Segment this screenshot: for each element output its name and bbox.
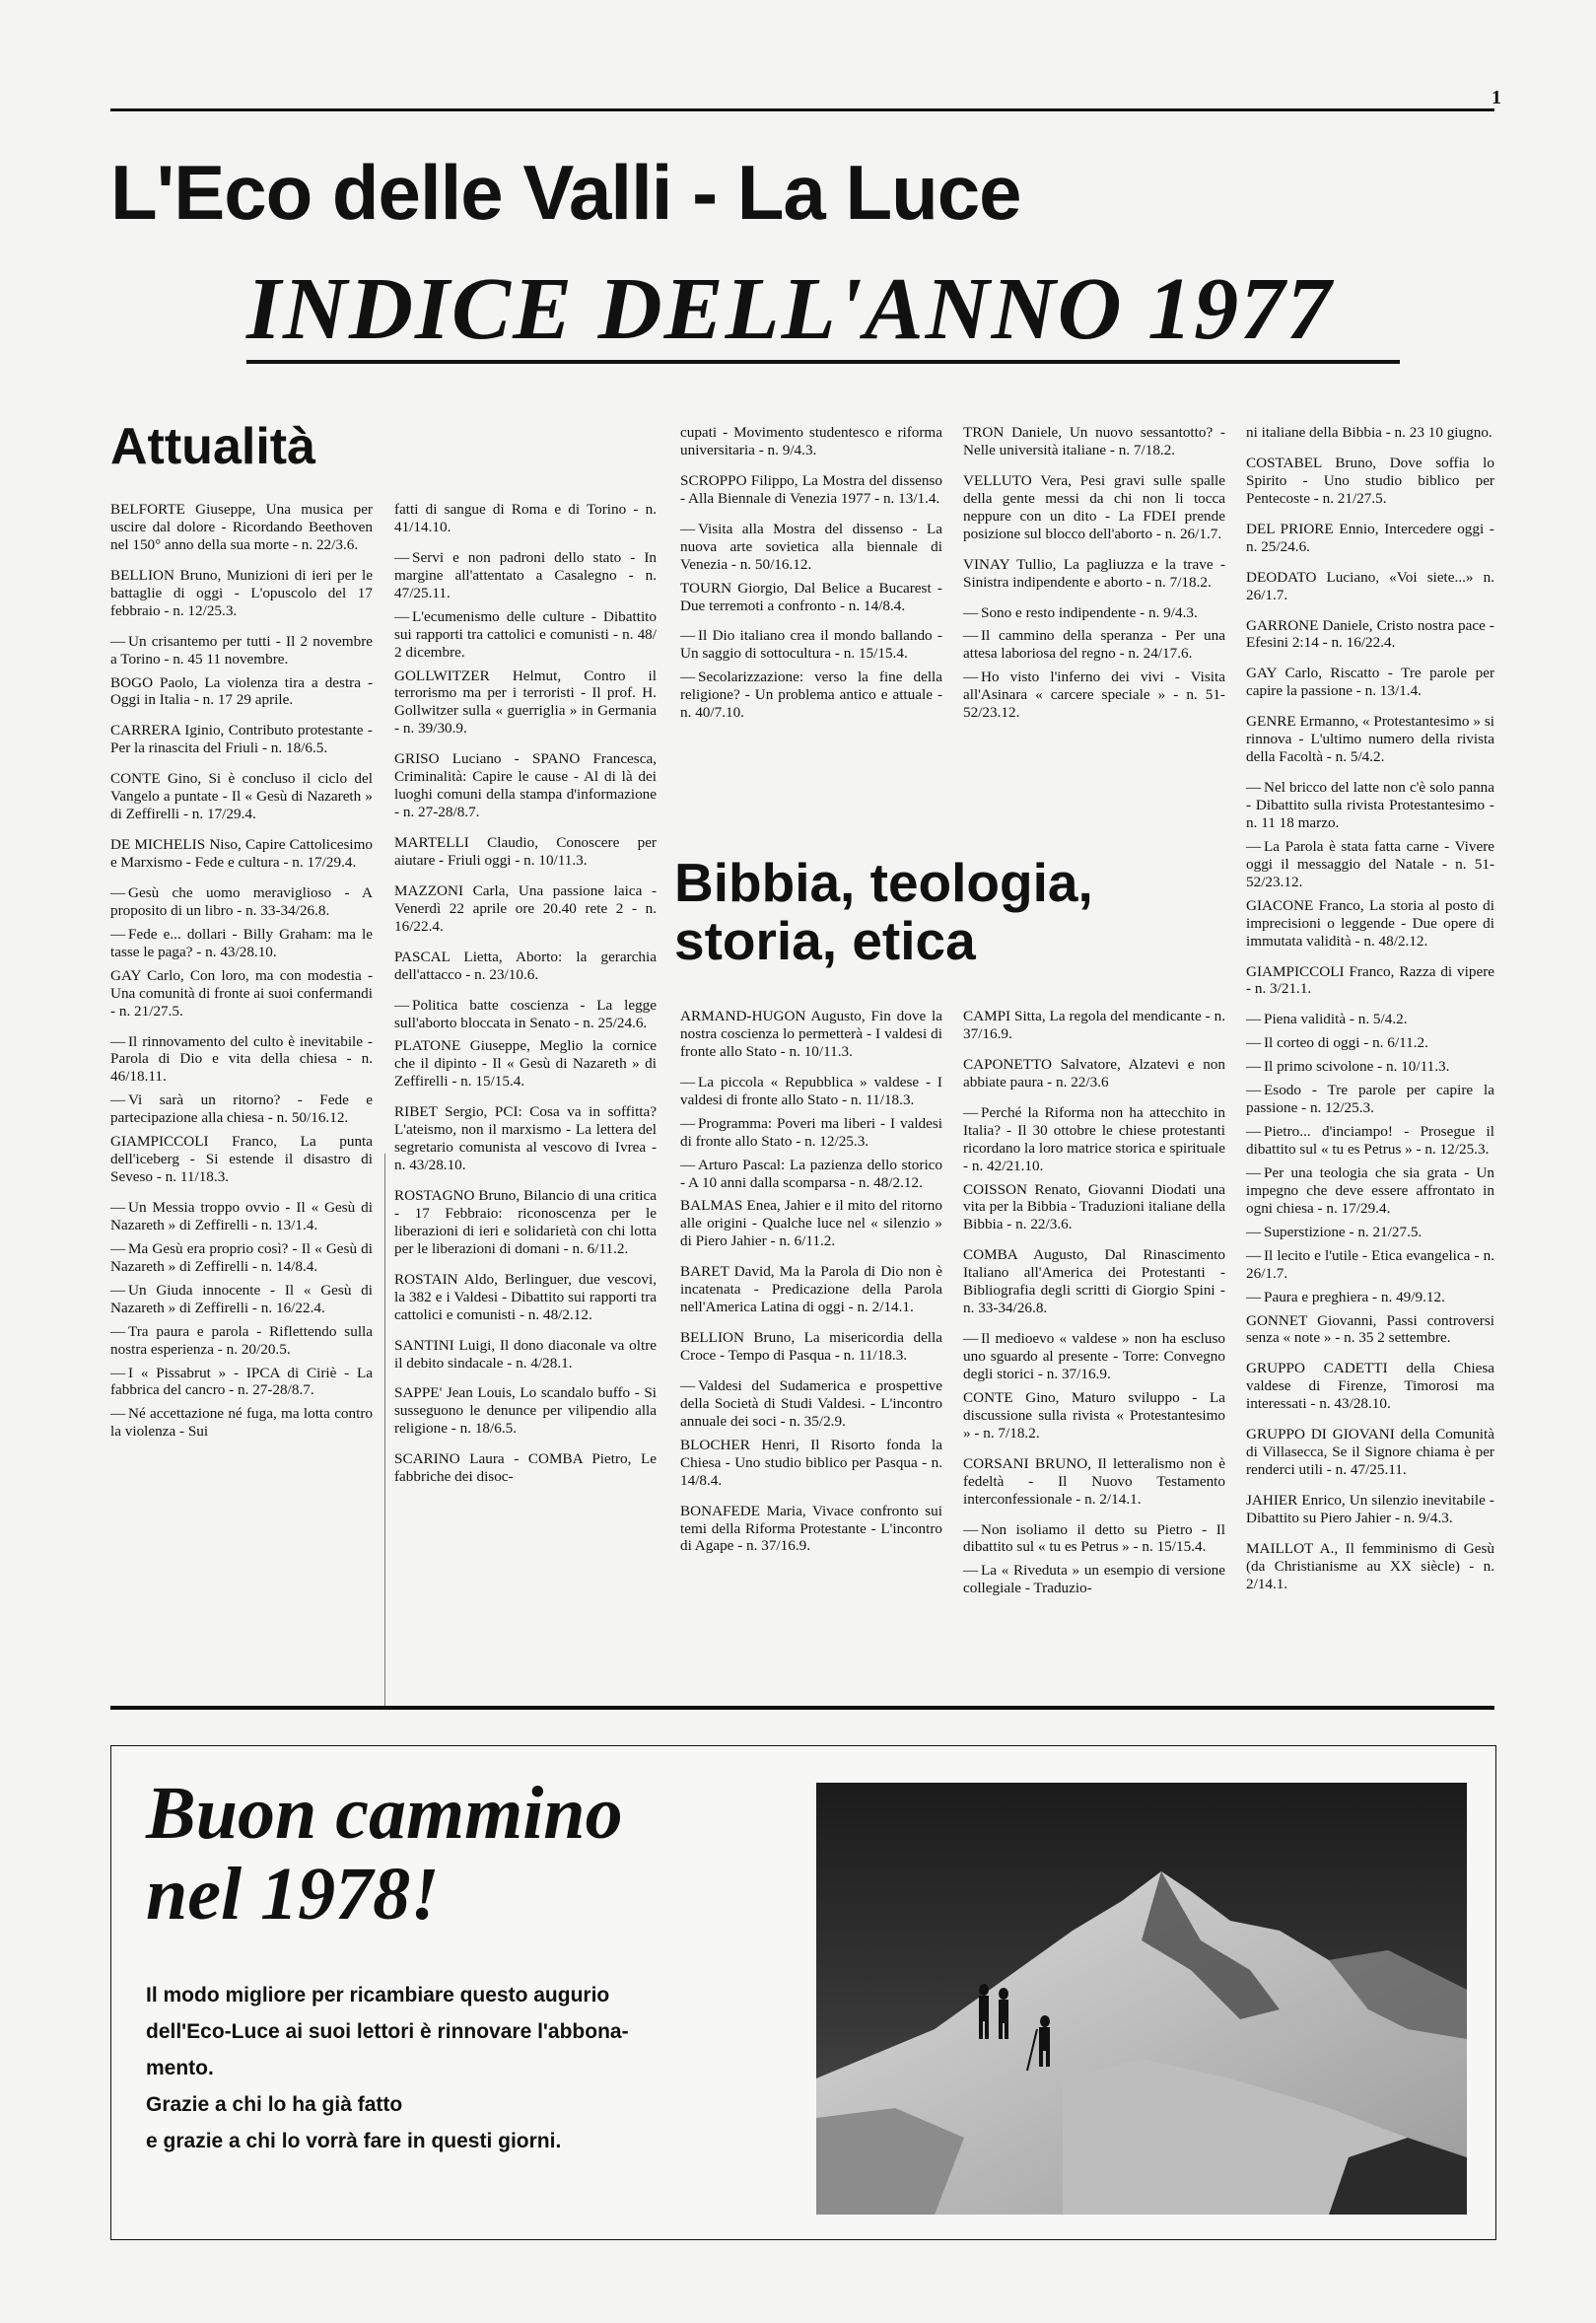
entry-text: SCARINO Laura - COMBA Pietro, Le fabbriche dei disoc- [394, 1450, 657, 1486]
top-rule [110, 108, 1494, 111]
entry-text: GARRONE Daniele, Cristo nostra pace - Efesini 2:14 - n. 16/22.4. [1246, 616, 1494, 652]
index-entry [394, 501, 657, 536]
index-entry [680, 580, 942, 615]
index-subentry [963, 1562, 1225, 1597]
index-subentry [1246, 1034, 1494, 1052]
entry-text: ROSTAIN Aldo, Berlinguer, due vescovi, la 382 e i Valdesi - Dibattito sui rapporti tra cattolici e comunisti - n. 48/2.12. [394, 1270, 657, 1323]
index-entry [963, 1389, 1225, 1443]
entry-text: Per una teologia che sia grata - Un impegno che deve essere affrontato in ogni chiesa - n. 17/29.4. [1246, 1163, 1494, 1217]
index-subentry [680, 669, 942, 722]
index-entry [680, 1197, 942, 1250]
index-entry [110, 674, 373, 710]
entry-text: BLOCHER Henri, Il Risorto fonda la Chiesa - Uno studio biblico per Pasqua - n. 14/8.4. [680, 1436, 942, 1489]
entry-text: La piccola « Repubblica » valdese - I valdesi di fronte allo Stato - n. 11/18.3. [680, 1073, 942, 1108]
index-subentry [110, 1323, 373, 1359]
index-entry [680, 1263, 942, 1316]
entry-text: Sono e resto indipendente - n. 9/4.3. [981, 603, 1198, 621]
entry-text: Servi e non padroni dello stato - In margine all'attentato a Casalegno - n. 47/25.11. [394, 548, 657, 601]
entry-dash: — [963, 669, 979, 686]
entry-text: GRUPPO DI GIOVANI della Comunità di Villasecca, Se il Signore chiama è per renderci utili - n. 47/25.11. [1246, 1426, 1494, 1479]
index-entry [963, 472, 1225, 543]
index-subentry [1246, 779, 1494, 832]
index-column-4-top [963, 424, 1225, 722]
index-entry [1246, 1426, 1494, 1479]
entry-text: DEODATO Luciano, «Voi siete...» n. 26/1.7. [1246, 568, 1494, 603]
promo-line: mento. [146, 2057, 214, 2079]
index-subentry [110, 1405, 373, 1441]
section-heading-bibbia: Bibbia, teologia, storia, etica [674, 852, 1093, 972]
entry-text: SAPPE' Jean Louis, Lo scandalo buffo - Si susseguono le denunce per vilipendio alla religione - n. 18/6.5. [394, 1384, 657, 1438]
entry-text: CONTE Gino, Maturo sviluppo - La discussione sulla rivista « Protestantesimo » - n. 7/18.2. [963, 1388, 1225, 1442]
index-subentry [110, 1033, 373, 1087]
index-subentry [1246, 838, 1494, 891]
entry-dash: — [680, 520, 696, 537]
entry-text: BELFORTE Giuseppe, Una musica per uscire dal dolore - Ricordando Beethoven nel 150° anno della sua morte - n. 22/3.6. [110, 501, 373, 553]
entry-dash: — [394, 996, 410, 1014]
index-entry [110, 501, 373, 554]
entry-text: Pietro... d'inciampo! - Prosegue il dibattito sul « tu es Petrus » - n. 12/25.3. [1246, 1123, 1494, 1158]
entry-text: BONAFEDE Maria, Vivace confronto sui temi della Riforma Protestante - L'incontro di Agape - n. 37/16.9. [680, 1502, 942, 1555]
entry-text: La Parola è stata fatta carne - Vivere oggi il messaggio del Natale - n. 51-52/23.12. [1246, 837, 1494, 890]
index-subentry [680, 1074, 942, 1109]
index-entry [110, 967, 373, 1021]
entry-dash: — [110, 1281, 126, 1299]
index-entry [394, 834, 657, 870]
entry-text: BARET David, Ma la Parola di Dio non è incatenata - Predicazione della Parola nell'America Latina di oggi - n. 2/14.1. [680, 1263, 942, 1316]
entry-dash: — [963, 627, 979, 645]
index-subentry [110, 1282, 373, 1317]
entry-dash: — [963, 1520, 979, 1538]
entry-dash: — [1246, 1123, 1262, 1141]
entry-text: MARTELLI Claudio, Conoscere per aiutare - Friuli oggi - n. 10/11.3. [394, 834, 657, 869]
index-subentry [680, 1377, 942, 1431]
entry-text: GRUPPO CADETTI della Chiesa valdese di Firenze, Timorosi ma interessati - n. 43/28.10. [1246, 1360, 1494, 1413]
index-subentry [680, 1115, 942, 1151]
index-subentry [680, 1157, 942, 1192]
index-subentry [110, 633, 373, 669]
index-entry [680, 1329, 942, 1365]
entry-dash: — [110, 1405, 126, 1423]
entry-text: fatti di sangue di Roma e di Torino - n. 41/14.10. [394, 501, 657, 535]
entry-dash: — [1246, 1246, 1262, 1264]
entry-text: Il rinnovamento del culto è inevitabile - Parola di Dio e vita della chiesa - n. 46/18.11. [110, 1032, 373, 1086]
entry-dash: — [110, 1199, 126, 1216]
index-entry [394, 1187, 657, 1258]
index-entry [394, 1037, 657, 1091]
index-entry [394, 750, 657, 821]
entry-text: Non isoliamo il detto su Pietro - Il dibattito sul « tu es Petrus » - n. 15/15.4. [963, 1520, 1225, 1556]
entry-text: DEL PRIORE Ennio, Intercedere oggi - n. 25/24.6. [1246, 520, 1494, 555]
entry-dash: — [110, 1364, 126, 1381]
entry-text: BALMAS Enea, Jahier e il mito del ritorno alle origini - Qualche luce nel « silenzio » di Piero Jahier - n. 6/11.2. [680, 1197, 942, 1250]
entry-dash: — [680, 1114, 696, 1132]
index-entry [963, 1008, 1225, 1043]
entry-dash: — [963, 603, 979, 621]
index-subentry [110, 1365, 373, 1400]
entry-text: CONTE Gino, Si è concluso il ciclo del Vangelo a puntate - Il « Gesù di Nazareth » di Zeffirelli - n. 17/29.4. [110, 770, 373, 823]
index-subentry [963, 604, 1225, 622]
index-entry [110, 722, 373, 757]
entry-dash: — [1246, 1163, 1262, 1181]
index-entry [394, 668, 657, 739]
section-heading-attualita: Attualità [110, 418, 315, 475]
index-entry [680, 1503, 942, 1556]
entry-dash: — [963, 1103, 979, 1121]
index-entry [394, 1271, 657, 1324]
entry-dash: — [110, 1239, 126, 1257]
promo-text [146, 1977, 757, 2159]
entry-dash: — [963, 1330, 979, 1348]
entry-text: Fede e... dollari - Billy Graham: ma le tasse le paga? - n. 43/28.10. [110, 925, 373, 960]
index-column-3-bottom [680, 1008, 942, 1555]
index-subentry [1246, 1058, 1494, 1076]
entry-text: Il cammino della speranza - Per una attesa laboriosa del regno - n. 24/17.6. [963, 627, 1225, 663]
index-subentry [110, 926, 373, 961]
entry-text: Visita alla Mostra del dissenso - La nuova arte sovietica alla biennale di Venezia - n. 50/16.12. [680, 520, 942, 573]
entry-dash: — [1246, 1011, 1262, 1028]
entry-text: SANTINI Luigi, Il dono diaconale va oltre il debito sindacale - n. 4/28.1. [394, 1336, 657, 1372]
entry-text: Secolarizzazione: verso la fine della religione? - Un problema antico e attuale - n. 40/7.10. [680, 669, 942, 722]
entry-text: Ma Gesù era proprio così? - Il « Gesù di Nazareth » di Zeffirelli - n. 14/8.4. [110, 1239, 373, 1275]
entry-dash: — [680, 627, 696, 645]
entry-text: GIAMPICCOLI Franco, Razza di vipere - n. 3/21.1. [1246, 962, 1494, 998]
index-entry [394, 1103, 657, 1174]
entry-text: Un Messia troppo ovvio - Il « Gesù di Nazareth » di Zeffirelli - n. 13/1.4. [110, 1199, 373, 1233]
entry-text: PLATONE Giuseppe, Meglio la cornice che il dipinto - Il « Gesù di Nazareth » di Zeffirelli - n. 15/15.4. [394, 1037, 657, 1091]
index-column-1 [110, 501, 373, 1441]
entry-text: GOLLWITZER Helmut, Contro il terrorismo ma per i terroristi - Il prof. H. Gollwitzer sulla « guerriglia » in Germania - n. 39/30.9. [394, 667, 657, 738]
entry-text: MAZZONI Carla, Una passione laica - Venerdì 22 aprile ore 20.40 rete 2 - n. 16/22.4. [394, 881, 657, 935]
index-entry [1246, 521, 1494, 556]
index-subentry [1246, 1082, 1494, 1117]
entry-text: Ho visto l'inferno dei vivi - Visita all'Asinara « carcere speciale » - n. 51-52/23.12. [963, 669, 1225, 722]
entry-text: Arturo Pascal: La pazienza dello storico - A 10 anni dalla scomparsa - n. 48/2.12. [680, 1156, 942, 1191]
index-entry [1246, 1540, 1494, 1593]
promo-line: Il modo migliore per ricambiare questo augurio [146, 1984, 610, 2006]
entry-dash: — [680, 1376, 696, 1394]
index-column-2 [394, 501, 657, 1486]
index-subentry [110, 1240, 373, 1276]
mountain-photo [816, 1783, 1467, 2215]
index-entry [1246, 897, 1494, 950]
index-subentry [1246, 1123, 1494, 1159]
entry-text: Paura e preghiera - n. 49/9.12. [1264, 1288, 1445, 1305]
promo-line: dell'Eco-Luce ai suoi lettori è rinnovare l'abbona- [146, 2020, 629, 2043]
entry-text: GRISO Luciano - SPANO Francesca, Criminalità: Capire le cause - Al di là dei luoghi comuni della stampa d'informazione - n. 27-28/8.7. [394, 750, 657, 821]
entry-dash: — [1246, 779, 1262, 797]
index-subentry [394, 997, 657, 1032]
entry-text: Nel bricco del latte non c'è solo panna - Dibattito sulla rivista Protestantesimo - n. 11 18 marzo. [1246, 779, 1494, 831]
entry-dash: — [1246, 1223, 1262, 1240]
entry-text: TRON Daniele, Un nuovo sessantotto? - Nelle università italiane - n. 7/18.2. [963, 424, 1225, 458]
index-subentry [963, 1521, 1225, 1557]
entry-text: Il Dio italiano crea il mondo ballando - Un saggio di sottocultura - n. 15/15.4. [680, 627, 942, 663]
entry-text: CORSANI BRUNO, Il letteralismo non è fedeltà - Il Nuovo Testamento interconfessionale - n. 2/14.1. [963, 1454, 1225, 1508]
entry-text: Superstizione - n. 21/27.5. [1264, 1223, 1423, 1240]
entry-text: Programma: Poveri ma liberi - I valdesi di fronte allo Stato - n. 12/25.3. [680, 1114, 942, 1150]
index-entry [680, 472, 942, 508]
index-entry [1246, 713, 1494, 766]
entry-dash: — [110, 632, 126, 650]
index-column-3-top [680, 424, 942, 722]
index-entry [394, 1450, 657, 1486]
entry-dash: — [1246, 1288, 1262, 1305]
index-entry [1246, 455, 1494, 508]
entry-text: GAY Carlo, Riscatto - Tre parole per capire la passione - n. 13/1.4. [1246, 665, 1494, 700]
entry-dash: — [1246, 1082, 1262, 1099]
entry-dash: — [110, 925, 126, 943]
index-subentry [1246, 1289, 1494, 1306]
entry-dash: — [110, 1032, 126, 1050]
index-entry [963, 1181, 1225, 1234]
entry-text: La « Riveduta » un esempio di versione collegiale - Traduzio- [963, 1562, 1225, 1597]
index-subentry [394, 608, 657, 662]
entry-text: MAILLOT A., Il femminismo di Gesù (da Christianisme au XX siècle) - n. 2/14.1. [1246, 1539, 1494, 1592]
entry-text: Gesù che uomo meraviglioso - A proposito di un libro - n. 33-34/26.8. [110, 883, 373, 919]
entry-text: BELLION Bruno, La misericordia della Croce - Tempo di Pasqua - n. 11/18.3. [680, 1329, 942, 1364]
page-number: 1 [1492, 87, 1501, 108]
entry-text: GAY Carlo, Con loro, ma con modestia - Una comunità di fronte ai suoi confermandi - n. 21/27.5. [110, 966, 373, 1020]
entry-text: L'ecumenismo delle culture - Dibattito sui rapporti tra cattolici e comunisti - n. 48/ 2 dicembre. [394, 607, 657, 661]
index-subentry [963, 1330, 1225, 1383]
entry-text: ni italiane della Bibbia - n. 23 10 giugno. [1246, 424, 1492, 441]
entry-text: Valdesi del Sudamerica e prospettive della Società di Studi Valdesi. - L'incontro annuale dei soci - n. 35/2.9. [680, 1376, 942, 1430]
entry-dash: — [1246, 837, 1262, 855]
index-entry [394, 1337, 657, 1373]
entry-dash: — [963, 1562, 979, 1580]
promo-line: Grazie a chi lo ha già fatto [146, 2093, 403, 2116]
index-subentry [394, 549, 657, 602]
index-column-4-bottom [963, 1008, 1225, 1597]
entry-dash: — [394, 548, 410, 566]
entry-text: cupati - Movimento studentesco e riforma universitaria - n. 9/4.3. [680, 424, 942, 458]
entry-text: PASCAL Lietta, Aborto: la gerarchia dell'attacco - n. 23/10.6. [394, 948, 657, 983]
bottom-rule [110, 1706, 1494, 1710]
entry-text: COISSON Renato, Giovanni Diodati una vita per la Bibbia - Traduzioni italiane della Bibbia - n. 22/3.6. [963, 1180, 1225, 1233]
index-title: INDICE DELL'ANNO 1977 [246, 260, 1334, 358]
entry-text: COMBA Augusto, Dal Rinascimento Italiano all'America dei Protestanti - Bibliografia degli scritti di Giorgio Spini - n. 33-34/26.8. [963, 1246, 1225, 1317]
index-entry [1246, 1492, 1494, 1527]
entry-dash: — [1246, 1058, 1262, 1076]
index-entry [1246, 617, 1494, 653]
index-entry [110, 836, 373, 872]
entry-text: Il lecito e l'utile - Etica evangelica - n. 26/1.7. [1246, 1246, 1494, 1282]
index-entry [110, 1133, 373, 1186]
entry-dash: — [394, 607, 410, 625]
index-entry [963, 1246, 1225, 1317]
entry-text: Politica batte coscienza - La legge sull'aborto bloccata in Senato - n. 25/24.6. [394, 996, 657, 1031]
entry-text: Perché la Riforma non ha attecchito in Italia? - Il 30 ottobre le chiese protestanti ricordano la loro matrice storica e spirituale - n. 42/21.10. [963, 1103, 1225, 1174]
entry-text: CARRERA Iginio, Contributo protestante - Per la rinascita del Friuli - n. 18/6.5. [110, 722, 373, 757]
index-entry [394, 882, 657, 936]
entry-text: Un crisantemo per tutti - Il 2 novembre a Torino - n. 45 11 novembre. [110, 632, 373, 668]
entry-text: TOURN Giorgio, Dal Belice a Bucarest - Due terremoti a confronto - n. 14/8.4. [680, 579, 942, 614]
index-subentry [110, 1091, 373, 1127]
index-entry [680, 424, 942, 459]
entry-text: RIBET Sergio, PCI: Cosa va in soffitta? L'ateismo, non il marxismo - La lettera del segretario comunista al vescovo di Ivrea - n. 43/28.10. [394, 1103, 657, 1174]
entry-text: COSTABEL Bruno, Dove soffia lo Spirito - Uno studio biblico per Pentecoste - n. 21/27.5. [1246, 454, 1494, 507]
index-subentry [680, 627, 942, 663]
entry-text: ARMAND-HUGON Augusto, Fin dove la nostra coscienza lo permetterà - I valdesi di fronte allo Stato - n. 10/11.3. [680, 1008, 942, 1060]
entry-text: I « Pissabrut » - IPCA di Ciriè - La fabbrica del cancro - n. 27-28/8.7. [110, 1364, 373, 1399]
entry-text: GENRE Ermanno, « Protestantesimo » si rinnova - L'ultimo numero della rivista della Facoltà - n. 5/4.2. [1246, 713, 1494, 766]
entry-text: Vi sarà un ritorno? - Fede e partecipazione alla chiesa - n. 50/16.12. [110, 1091, 373, 1127]
index-subentry [110, 884, 373, 920]
entry-dash: — [680, 669, 696, 686]
index-entry [963, 1056, 1225, 1091]
index-entry [110, 567, 373, 620]
entry-text: GIAMPICCOLI Franco, La punta dell'iceberg - Si estende il disastro di Seveso - n. 11/18.3. [110, 1133, 373, 1186]
index-subentry [1246, 1164, 1494, 1218]
entry-text: Il primo scivolone - n. 10/11.3. [1264, 1058, 1450, 1076]
entry-text: Esodo - Tre parole per capire la passione - n. 12/25.3. [1246, 1082, 1494, 1117]
entry-text: CAPONETTO Salvatore, Alzatevi e non abbiate paura - n. 22/3.6 [963, 1055, 1225, 1091]
index-entry [963, 424, 1225, 459]
entry-text: VELLUTO Vera, Pesi gravi sulle spalle della gente messi da chi non li tocca neppure con un dito - La FDEI prende posizione sul blocco dell'aborto - n. 26/1.7. [963, 471, 1225, 542]
entry-text: GONNET Giovanni, Passi controversi senza « note » - n. 35 2 settembre. [1246, 1311, 1494, 1347]
entry-text: Né accettazione né fuga, ma lotta contro la violenza - Sui [110, 1405, 373, 1441]
index-entry [394, 949, 657, 984]
index-column-5 [1246, 424, 1494, 1593]
entry-text: VINAY Tullio, La pagliuzza e la trave - Sinistra indipendente e aborto - n. 7/18.2. [963, 555, 1225, 591]
index-entry [680, 1437, 942, 1490]
entry-text: Un Giuda innocente - Il « Gesù di Nazareth » di Zeffirelli - n. 16/22.4. [110, 1281, 373, 1316]
entry-text: BELLION Bruno, Munizioni di ieri per le battaglie di oggi - L'opuscolo del 17 febbraio - n. 12/25.3. [110, 566, 373, 619]
index-entry [963, 556, 1225, 592]
index-entry [394, 1384, 657, 1438]
entry-text: SCROPPO Filippo, La Mostra del dissenso - Alla Biennale di Venezia 1977 - n. 13/1.4. [680, 471, 942, 507]
promo-title: Buon cammino nel 1978! [146, 1772, 623, 1936]
index-subentry [963, 669, 1225, 722]
index-entry [1246, 963, 1494, 999]
entry-text: GIACONE Franco, La storia al posto di imprecisioni o leggende - Due opere di immutata validità - n. 48/2.12. [1246, 896, 1494, 950]
index-entry [680, 1008, 942, 1061]
index-subentry [963, 1104, 1225, 1175]
index-subentry [680, 521, 942, 574]
entry-text: Piena validità - n. 5/4.2. [1264, 1011, 1408, 1028]
index-subentry [963, 627, 1225, 663]
entry-text: Il medioevo « valdese » non ha escluso uno sguardo al presente - Torre: Convegno degli storici - n. 37/16.9. [963, 1330, 1225, 1382]
index-entry [963, 1455, 1225, 1509]
index-entry [1246, 424, 1494, 442]
column-divider [384, 1154, 385, 1706]
entry-text: CAMPI Sitta, La regola del mendicante - n. 37/16.9. [963, 1008, 1225, 1042]
entry-text: Tra paura e parola - Riflettendo sulla nostra esperienza - n. 20/20.5. [110, 1322, 373, 1358]
entry-text: BOGO Paolo, La violenza tira a destra - Oggi in Italia - n. 17 29 aprile. [110, 673, 373, 709]
index-entry [110, 770, 373, 823]
entry-dash: — [680, 1156, 696, 1173]
promo-line: e grazie a chi lo vorrà fare in questi giorni. [146, 2130, 562, 2152]
entry-dash: — [110, 1322, 126, 1340]
entry-text: DE MICHELIS Niso, Capire Cattolicesimo e Marxismo - Fede e cultura - n. 17/29.4. [110, 836, 373, 871]
index-subentry [1246, 1011, 1494, 1028]
entry-dash: — [680, 1073, 696, 1091]
index-entry [1246, 1312, 1494, 1348]
entry-dash: — [110, 883, 126, 901]
index-entry [1246, 569, 1494, 604]
entry-dash: — [1246, 1034, 1262, 1052]
index-subentry [110, 1199, 373, 1234]
entry-text: JAHIER Enrico, Un silenzio inevitabile - Dibattito su Piero Jahier - n. 9/4.3. [1246, 1492, 1494, 1526]
index-subentry [1246, 1224, 1494, 1241]
entry-dash: — [110, 1091, 126, 1109]
entry-text: ROSTAGNO Bruno, Bilancio di una critica - 17 Febbraio: riconoscenza per le liberazioni di ieri e solidarietà con chi lotta per le liberazioni di domani - n. 6/11.2. [394, 1187, 657, 1257]
title-underline [246, 360, 1400, 364]
index-entry [1246, 1360, 1494, 1413]
entry-text: Il corteo di oggi - n. 6/11.2. [1264, 1034, 1428, 1052]
index-entry [1246, 665, 1494, 700]
index-subentry [1246, 1247, 1494, 1283]
masthead-title: L'Eco delle Valli - La Luce [110, 149, 1021, 236]
